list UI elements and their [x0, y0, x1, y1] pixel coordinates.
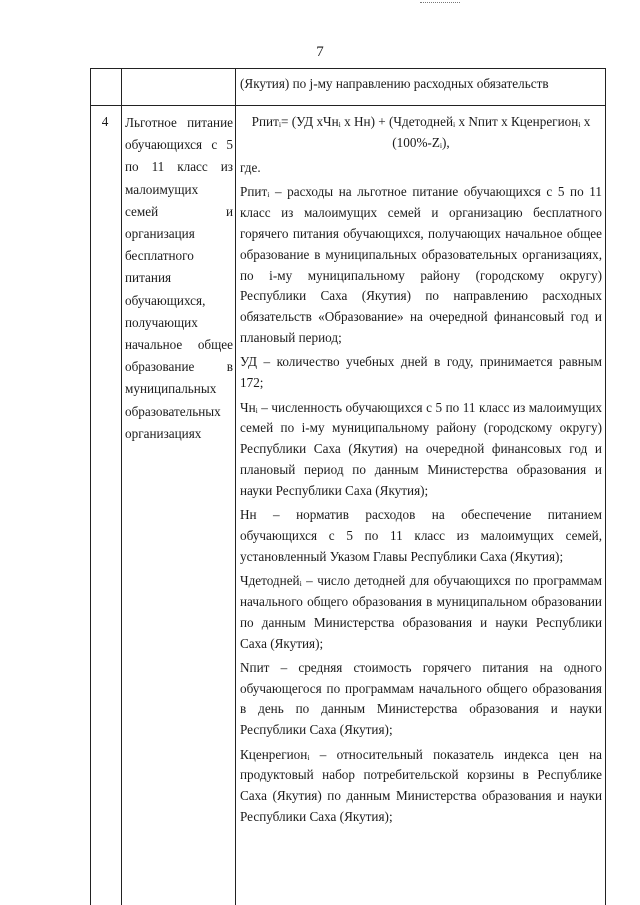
title-word: организация — [125, 226, 195, 242]
definitions — [240, 158, 602, 831]
definition-paragraph: Чнᵢ – численность обучающихся с 5 по 11 класс из малоимущих семей по i-му муниципальному району (городскому округу) Республики Саха (Якутия) на очередной финансовых год и плановый период по данным Министерства образования и науки Республики Саха (Якутия); — [240, 399, 602, 498]
title-line — [125, 290, 233, 312]
title-word: образование — [125, 359, 195, 375]
title-word: класс — [177, 159, 208, 175]
title-line — [125, 223, 233, 245]
row-divider — [90, 105, 606, 106]
title-word: муниципальных — [125, 381, 217, 397]
title-line — [125, 378, 233, 400]
title-word: Льготное — [125, 115, 177, 130]
title-word: малоимущих — [125, 181, 199, 197]
title-line — [125, 312, 233, 334]
column-divider-1 — [121, 68, 122, 905]
definition-paragraph: где. — [240, 160, 261, 175]
title-line — [125, 156, 233, 178]
scan-artifact — [420, 2, 460, 9]
title-word: и — [225, 203, 233, 219]
title-word: 5 — [226, 137, 233, 153]
title-line — [125, 112, 233, 134]
title-line — [125, 179, 233, 201]
title-word: обучающихся, — [125, 292, 206, 308]
title-word: бесплатного — [125, 248, 194, 264]
definition-paragraph: Чдетоднейᵢ – число детодней для обучающихся по программам начального общего образования в муниципальном образовании по данным Министерства образования и науки Республики Саха (Якутия); — [240, 573, 602, 651]
definition-paragraph: Рпитᵢ – расходы на льготное питание обучающихся с 5 по 11 класс из малоимущих семей и организацию бесплатного горячего питания обучающихся, получающих начальное общее образование в муниципальных образовательных организациях, по i-му муниципальному району (городскому округу) Республики Саха (Якутия) по направлению расходных обязательств «Образование» на очередной финансовый год и плановый период; — [240, 184, 602, 345]
row-number: 4 — [101, 114, 109, 129]
title-word: с — [211, 137, 218, 153]
title-word: 11 — [151, 159, 165, 175]
title-line — [125, 334, 233, 356]
title-word: питания — [125, 270, 172, 286]
title-word: получающих — [125, 314, 198, 330]
title-word: по — [125, 159, 139, 175]
title-word: из — [220, 159, 233, 175]
formula-line-2: (100%-Zᵢ), — [392, 134, 450, 150]
prev-row-text: (Якутия) по j-му направлению расходных обязательств — [240, 76, 549, 91]
definition-paragraph: Нн – норматив расходов на обеспечение питанием обучающихся с 5 по 11 класс из малоимущих семей, установленный Указом Главы Республики Саха (Якутия); — [240, 507, 602, 564]
definition-paragraph: Nпит – средняя стоимость горячего питания на одного обучающегося по программам начального общего образования в день по данным Министерства образования и науки Республики Саха (Якутия); — [240, 659, 602, 738]
formula — [240, 112, 602, 153]
table-top-border — [90, 68, 606, 69]
row-title — [125, 112, 233, 445]
definition-paragraph: Кценрегионᵢ – относительный показатель индекса цен на продуктовый набор потребительской корзины в Республике Саха (Якутия) по данным Министерства образования и науки Республики Саха (Якутия); — [240, 746, 602, 825]
title-line — [125, 401, 233, 423]
title-line — [125, 267, 233, 289]
title-word: общее — [197, 337, 233, 353]
title-word: образовательных — [125, 403, 221, 419]
title-line — [125, 356, 233, 378]
column-divider-2 — [235, 68, 236, 905]
title-line — [125, 134, 233, 156]
formula-line-1: Рпитᵢ= (УД хЧнᵢ х Нн) + (Чдетоднейᵢ х Nпит х Кценрегионᵢ х — [251, 114, 591, 129]
definition-paragraph: УД – количество учебных дней в году, принимается равным 172; — [240, 354, 602, 391]
page-number: 7 — [316, 44, 324, 60]
title-word: начальное — [125, 337, 183, 353]
title-word: питание — [187, 115, 233, 130]
title-word: организациях — [125, 425, 202, 441]
table-left-border — [90, 68, 91, 905]
title-line — [125, 201, 233, 223]
title-word: в — [226, 359, 233, 375]
title-line — [125, 245, 233, 267]
title-word: семей — [125, 203, 159, 219]
title-word: обучающихся — [125, 137, 203, 153]
table-right-border — [605, 68, 606, 905]
title-line — [125, 423, 233, 445]
